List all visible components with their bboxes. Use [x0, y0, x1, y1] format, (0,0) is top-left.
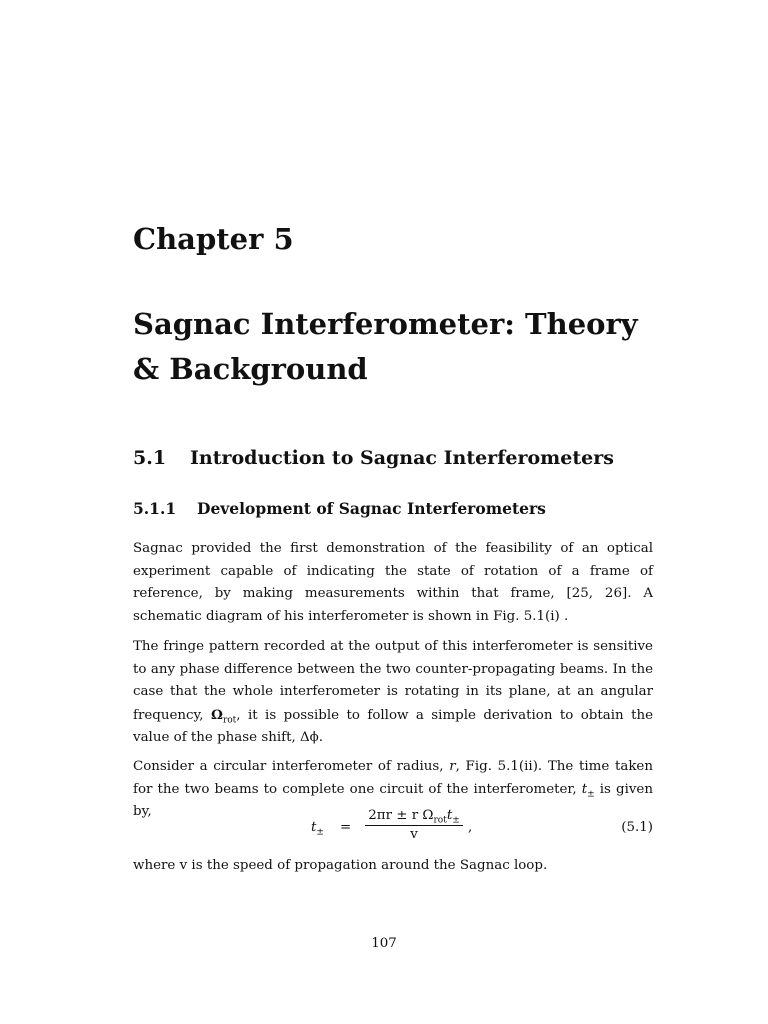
- omega-symbol: Ω: [211, 706, 223, 723]
- omega-subscript: rot: [222, 715, 237, 726]
- subsection-heading: [133, 499, 546, 518]
- radius-symbol: r: [449, 759, 456, 774]
- time-symbol: t: [581, 781, 588, 797]
- paragraph-fringe-text-end: , it is possible to follow a simple derivation to obtain the value of the phase shift, Δϕ.: [133, 707, 653, 745]
- equation-denominator: v: [410, 827, 418, 842]
- time-subscript: ±: [587, 789, 595, 800]
- section-title: Introduction to Sagnac Interferometers: [190, 447, 614, 469]
- equation-numerator: 2πr ± r $\Omega_{rot}t_\pm$: [368, 808, 460, 826]
- page-number: 107: [371, 936, 397, 951]
- equation-5-1: [133, 806, 653, 850]
- equation-fraction: [365, 808, 463, 842]
- paragraph-circular-text-b: , Fig. 5.1(ii). The time taken for the two beams to complete one circuit of the interferometer,: [133, 759, 653, 797]
- paragraph-circular-text-c: is given by,: [133, 781, 653, 819]
- equation-lhs: $t_\pm$: [311, 820, 324, 838]
- chapter-title: Sagnac Interferometer: Theory & Background: [133, 307, 638, 386]
- subsection-number: 5.1.1: [133, 499, 177, 518]
- section-heading: [133, 447, 614, 469]
- paragraph-circular-text-a: Consider a circular interferometer of radius,: [133, 759, 444, 774]
- equation-comma: ,: [468, 820, 473, 835]
- paragraph-fringe-pattern: [133, 636, 653, 750]
- subsection-title: Development of Sagnac Interferometers: [197, 499, 546, 518]
- chapter-label: Chapter 5: [133, 222, 294, 256]
- equation-label: (5.1): [621, 820, 653, 835]
- paragraph-fringe-text-start: The fringe pattern recorded at the output of this interferometer is sensitive to any phase difference between the two counter-propagating beams. In the case that the whole interferometer is rotating in its plane, at an angular frequency,: [133, 639, 653, 723]
- paragraph-speed-of-propagation: where v is the speed of propagation around the Sagnac loop.: [133, 858, 548, 873]
- section-number: 5.1: [133, 447, 167, 469]
- paragraph-sagnac-demonstration: Sagnac provided the first demonstration of the feasibility of an optical experiment capable of indicating the state of rotation of a frame of reference, by making measurements within that frame, [25, 26]. A schematic diagram of his interferometer is shown in Fig. 5.1(i) .: [133, 541, 653, 624]
- equation-equals: =: [340, 820, 352, 835]
